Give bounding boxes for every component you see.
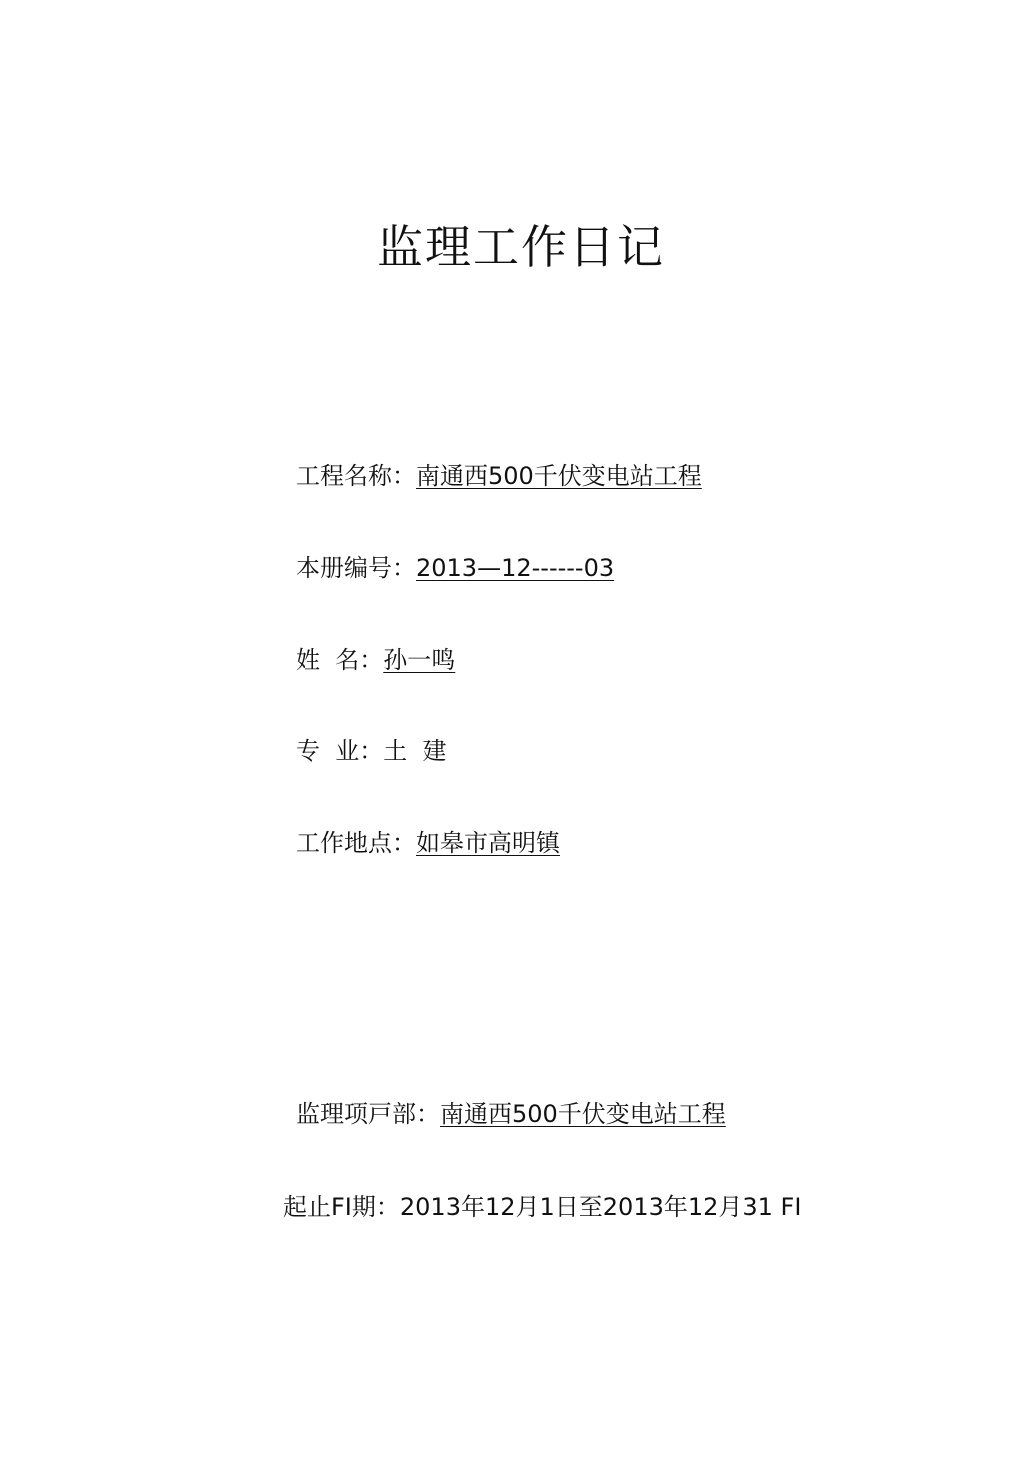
volume-number-label: 本册编号： (296, 554, 416, 582)
work-location-field (296, 825, 560, 861)
period-label: 起止FI期： (283, 1193, 400, 1221)
specialty-label: 专 业： (296, 737, 384, 765)
project-name-label: 工程名称： (296, 462, 416, 490)
specialty-value: 土 建 (383, 737, 447, 765)
period-field (283, 1189, 801, 1225)
name-field (296, 642, 455, 678)
supervision-dept-value: 南通西500千伏变电站工程 (440, 1100, 726, 1128)
volume-number-value: 2013—12------03 (416, 554, 615, 582)
name-label: 姓 名： (296, 646, 384, 674)
name-value: 孙一鸣 (383, 646, 456, 674)
supervision-dept-field (296, 1096, 726, 1132)
work-location-label: 工作地点： (296, 829, 416, 857)
document-title: 监理工作日记 (377, 220, 665, 274)
supervision-dept-label: 监理项戸部： (296, 1100, 440, 1128)
project-name-value: 南通西500千伏变电站工程 (416, 462, 702, 490)
period-value: 2013年12月1日至2013年12月31 FI (399, 1193, 802, 1221)
work-location-value: 如皋市高明镇 (416, 829, 560, 857)
specialty-field (296, 733, 447, 769)
volume-number-field (296, 550, 614, 586)
project-name-field (296, 458, 702, 494)
